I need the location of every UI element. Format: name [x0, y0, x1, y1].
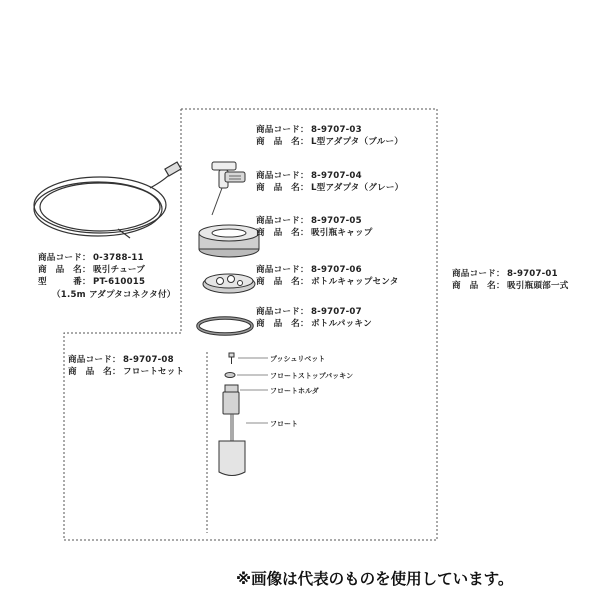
bottle-cap-center [203, 274, 255, 293]
head-set-code-line: 商品コード： 8-9707-01 [452, 269, 558, 279]
hose-name-line: 商 品 名： 吸引チューブ [38, 265, 146, 275]
float-holder [223, 385, 239, 414]
adapter-gray-name-line: 商 品 名： L型アダプタ（グレー） [256, 183, 404, 193]
hose-model-line: 型 番： PT-610015 [38, 277, 146, 287]
push-rivet [229, 353, 234, 364]
float-set-name-line: 商 品 名： フロートセット [68, 367, 185, 377]
push-rivet-label: プッシュリベット [270, 355, 326, 363]
float-label: フロート [270, 420, 298, 428]
image-notice: ※画像は代表のものを使用しています。 [236, 570, 514, 588]
cap-center-code-line: 商品コード： 8-9707-06 [256, 265, 362, 275]
hose-model: PT-610015 [93, 277, 146, 287]
float [219, 414, 245, 476]
bottle-cap [199, 225, 259, 257]
adapter-gray-code-line: 商品コード： 8-9707-04 [256, 171, 362, 181]
cap-center-name-line: 商 品 名： ボトルキャップセンタ [256, 277, 399, 287]
l-adapter-gray [225, 172, 245, 182]
packing-name-line: 商 品 名： ボトルパッキン [256, 319, 372, 329]
packing-code-line: 商品コード： 8-9707-07 [256, 307, 362, 317]
suction-hose [34, 162, 181, 238]
leader-lines [237, 358, 268, 423]
float-stop-packing-label: フロートストップパッキン [270, 372, 354, 380]
bottle-cap-name-line: 商 品 名： 吸引瓶キャップ [256, 228, 373, 238]
adapter-blue-code-line: 商品コード： 8-9707-03 [256, 125, 362, 135]
head-set-name-line: 商 品 名： 吸引瓶頭部一式 [452, 281, 569, 291]
float-stop-packing [225, 373, 235, 378]
float-set-code-line: 商品コード： 8-9707-08 [68, 355, 174, 365]
hose-note: （1.5m アダプタコネクタ付） [52, 290, 176, 300]
adapter-blue-name-line: 商 品 名： L型アダプタ（ブルー） [256, 137, 404, 147]
hose-name: 吸引チューブ [93, 265, 146, 275]
hose-code-line: 商品コード： 0-3788-11 [38, 253, 144, 263]
bottle-cap-code-line: 商品コード： 8-9707-05 [256, 216, 362, 226]
float-holder-label: フロートホルダ [270, 387, 319, 395]
adapter-tube [212, 188, 222, 215]
hose-code: 0-3788-11 [93, 253, 144, 263]
